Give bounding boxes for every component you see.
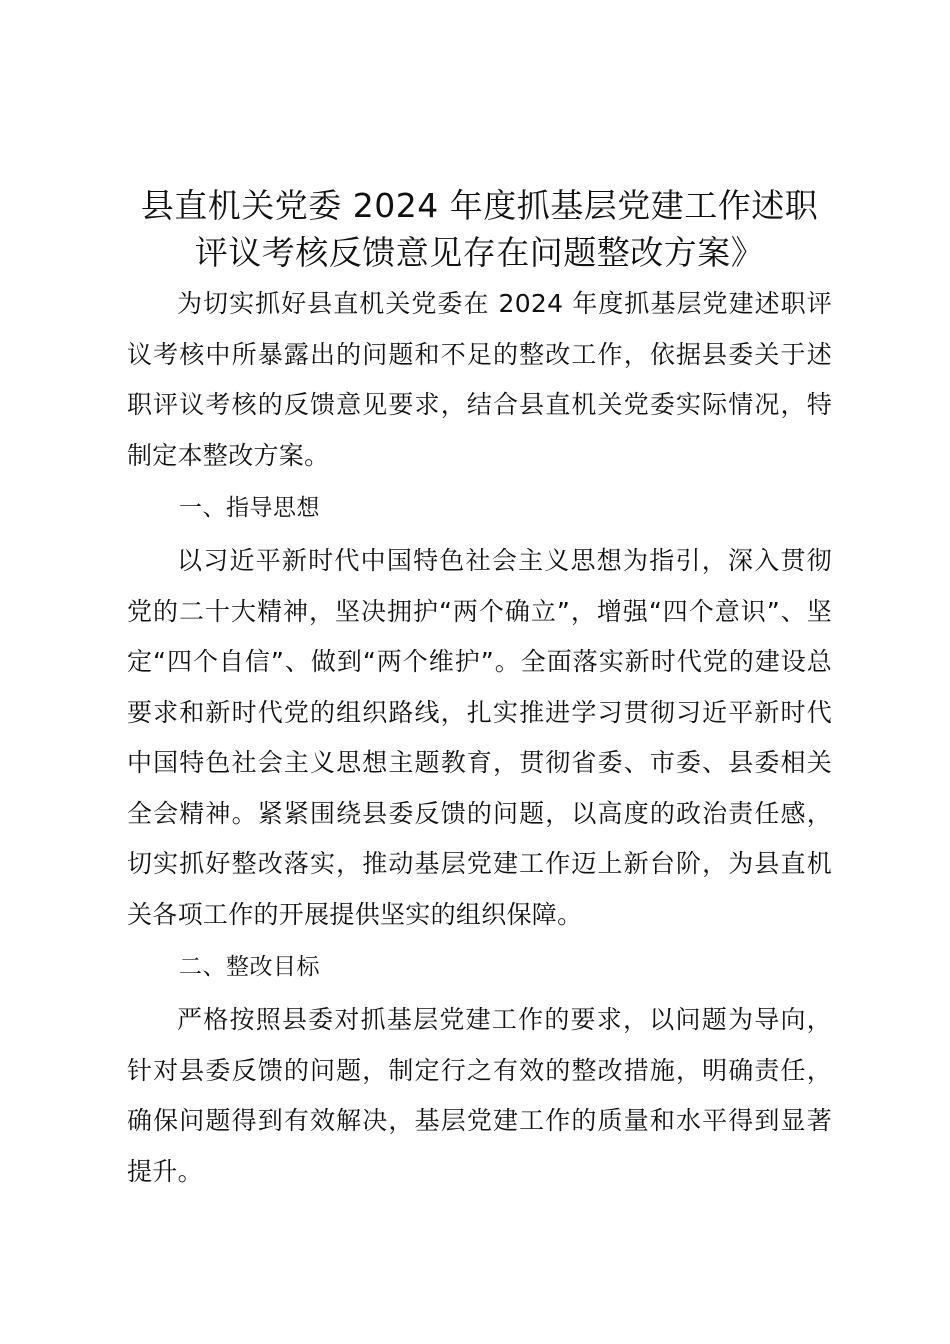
- title-line-1: 县直机关党委 2024 年度抓基层党建工作述职: [140, 186, 819, 225]
- section-paragraph-guiding-ideology: 以习近平新时代中国特色社会主义思想为指引，深入贯彻党的二十大精神，坚决拥护“两个确立”，增强“四个意识”、坚定“四个自信”、做到“两个维护”。全面落实新时代党的建设总要求和新时代党的组织路线，扎实推进学习贯彻习近平新时代中国特色社会主义思想主题教育，贯彻省委、市委、县委相关全会精神。紧紧围绕县委反馈的问题，以高度的政治责任感，切实抓好整改落实，推动基层党建工作迈上新台阶，为县直机关各项工作的开展提供坚实的组织保障。: [127, 546, 832, 929]
- document-title: [127, 182, 832, 276]
- section-heading-rectification-goals: 二、整改目标: [179, 954, 320, 980]
- intro-paragraph: 为切实抓好县直机关党委在 2024 年度抓基层党建述职评议考核中所暴露出的问题和不足的整改工作，依据县委关于述职评议考核的反馈意见要求，结合县直机关党委实际情况，特制定本整改方案。: [127, 289, 832, 470]
- title-line-2: 评议考核反馈意见存在问题整改方案》: [194, 233, 765, 272]
- section-paragraph-rectification-goals: 严格按照县委对抓基层党建工作的要求，以问题为导向，针对县委反馈的问题，制定行之有效的整改措施，明确责任，确保问题得到有效解决，基层党建工作的质量和水平得到显著提升。: [127, 1005, 832, 1186]
- section-heading-guiding-ideology: 一、指导思想: [179, 495, 320, 521]
